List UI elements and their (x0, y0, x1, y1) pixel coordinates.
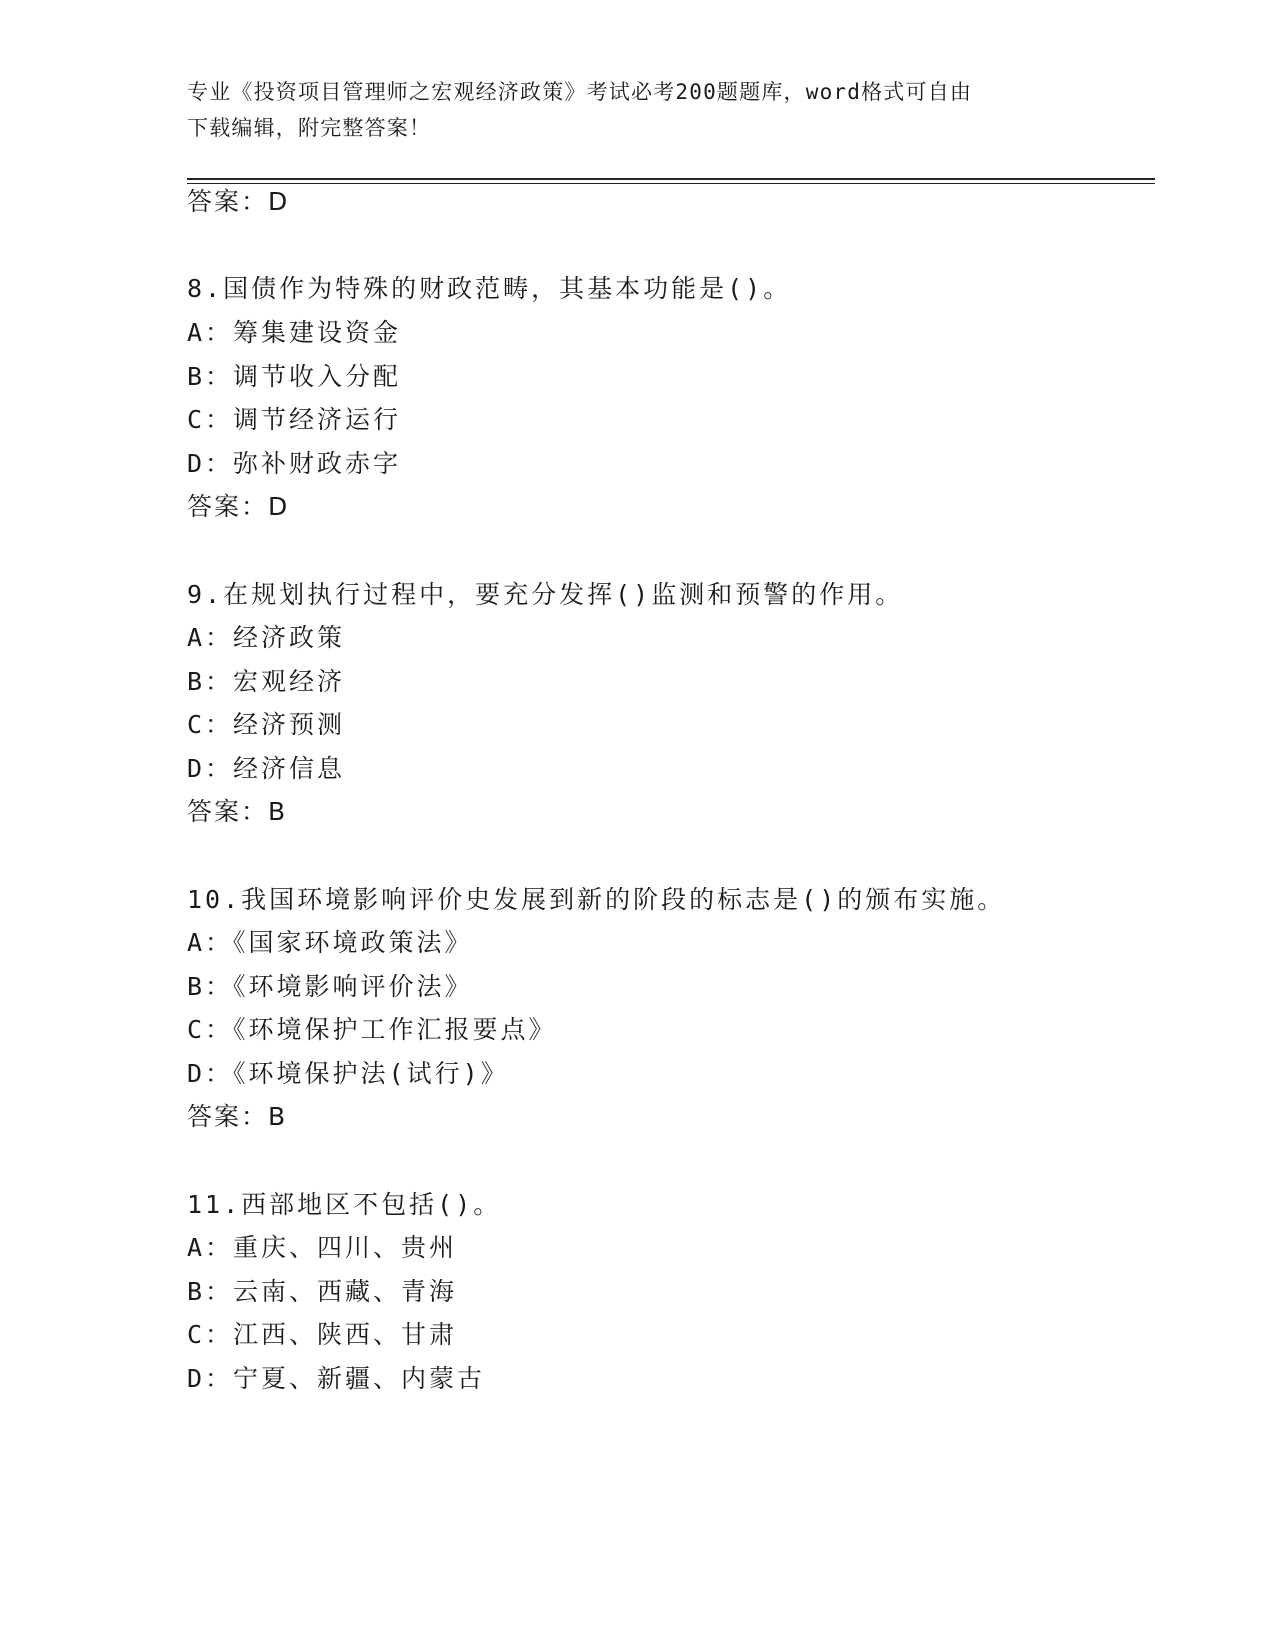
question-answer: 答案：B (187, 797, 288, 826)
question-option: A：筹集建设资金 (187, 318, 402, 347)
question-option: D：宁夏、新疆、内蒙古 (187, 1364, 486, 1393)
header-divider-thin (187, 183, 1155, 184)
question-stem: 10.我国环境影响评价史发展到新的阶段的标志是()的颁布实施。 (187, 885, 1006, 914)
question-stem: 8.国债作为特殊的财政范畴，其基本功能是()。 (187, 274, 792, 303)
question-option: A：重庆、四川、贵州 (187, 1233, 458, 1262)
question-answer: 答案：D (187, 492, 290, 521)
question-option: D：经济信息 (187, 754, 346, 783)
question-option: B：云南、西藏、青海 (187, 1277, 458, 1306)
question-option: B：调节收入分配 (187, 362, 402, 391)
question-option: C：经济预测 (187, 710, 346, 739)
question-option: C：调节经济运行 (187, 405, 402, 434)
answer-previous: 答案：D (187, 187, 290, 216)
question-option: A：经济政策 (187, 623, 346, 652)
question-answer: 答案：B (187, 1102, 288, 1131)
question-option: B：宏观经济 (187, 667, 346, 696)
document-header (187, 74, 1067, 146)
question-option: A：《国家环境政策法》 (187, 928, 473, 957)
question-option: D：弥补财政赤字 (187, 449, 402, 478)
question-option: B：《环境影响评价法》 (187, 972, 473, 1001)
header-line-1: 专业《投资项目管理师之宏观经济政策》考试必考200题题库，word格式可自由 (187, 80, 973, 104)
header-divider-thick (187, 178, 1155, 180)
document-page (187, 0, 1157, 1650)
question-option: D：《环境保护法(试行)》 (187, 1059, 509, 1088)
question-option: C：《环境保护工作汇报要点》 (187, 1015, 557, 1044)
question-stem: 11.西部地区不包括()。 (187, 1190, 502, 1219)
header-line-2: 下载编辑，附完整答案！ (187, 116, 432, 140)
question-stem: 9.在规划执行过程中，要充分发挥()监测和预警的作用。 (187, 580, 904, 609)
question-option: C：江西、陕西、甘肃 (187, 1320, 458, 1349)
